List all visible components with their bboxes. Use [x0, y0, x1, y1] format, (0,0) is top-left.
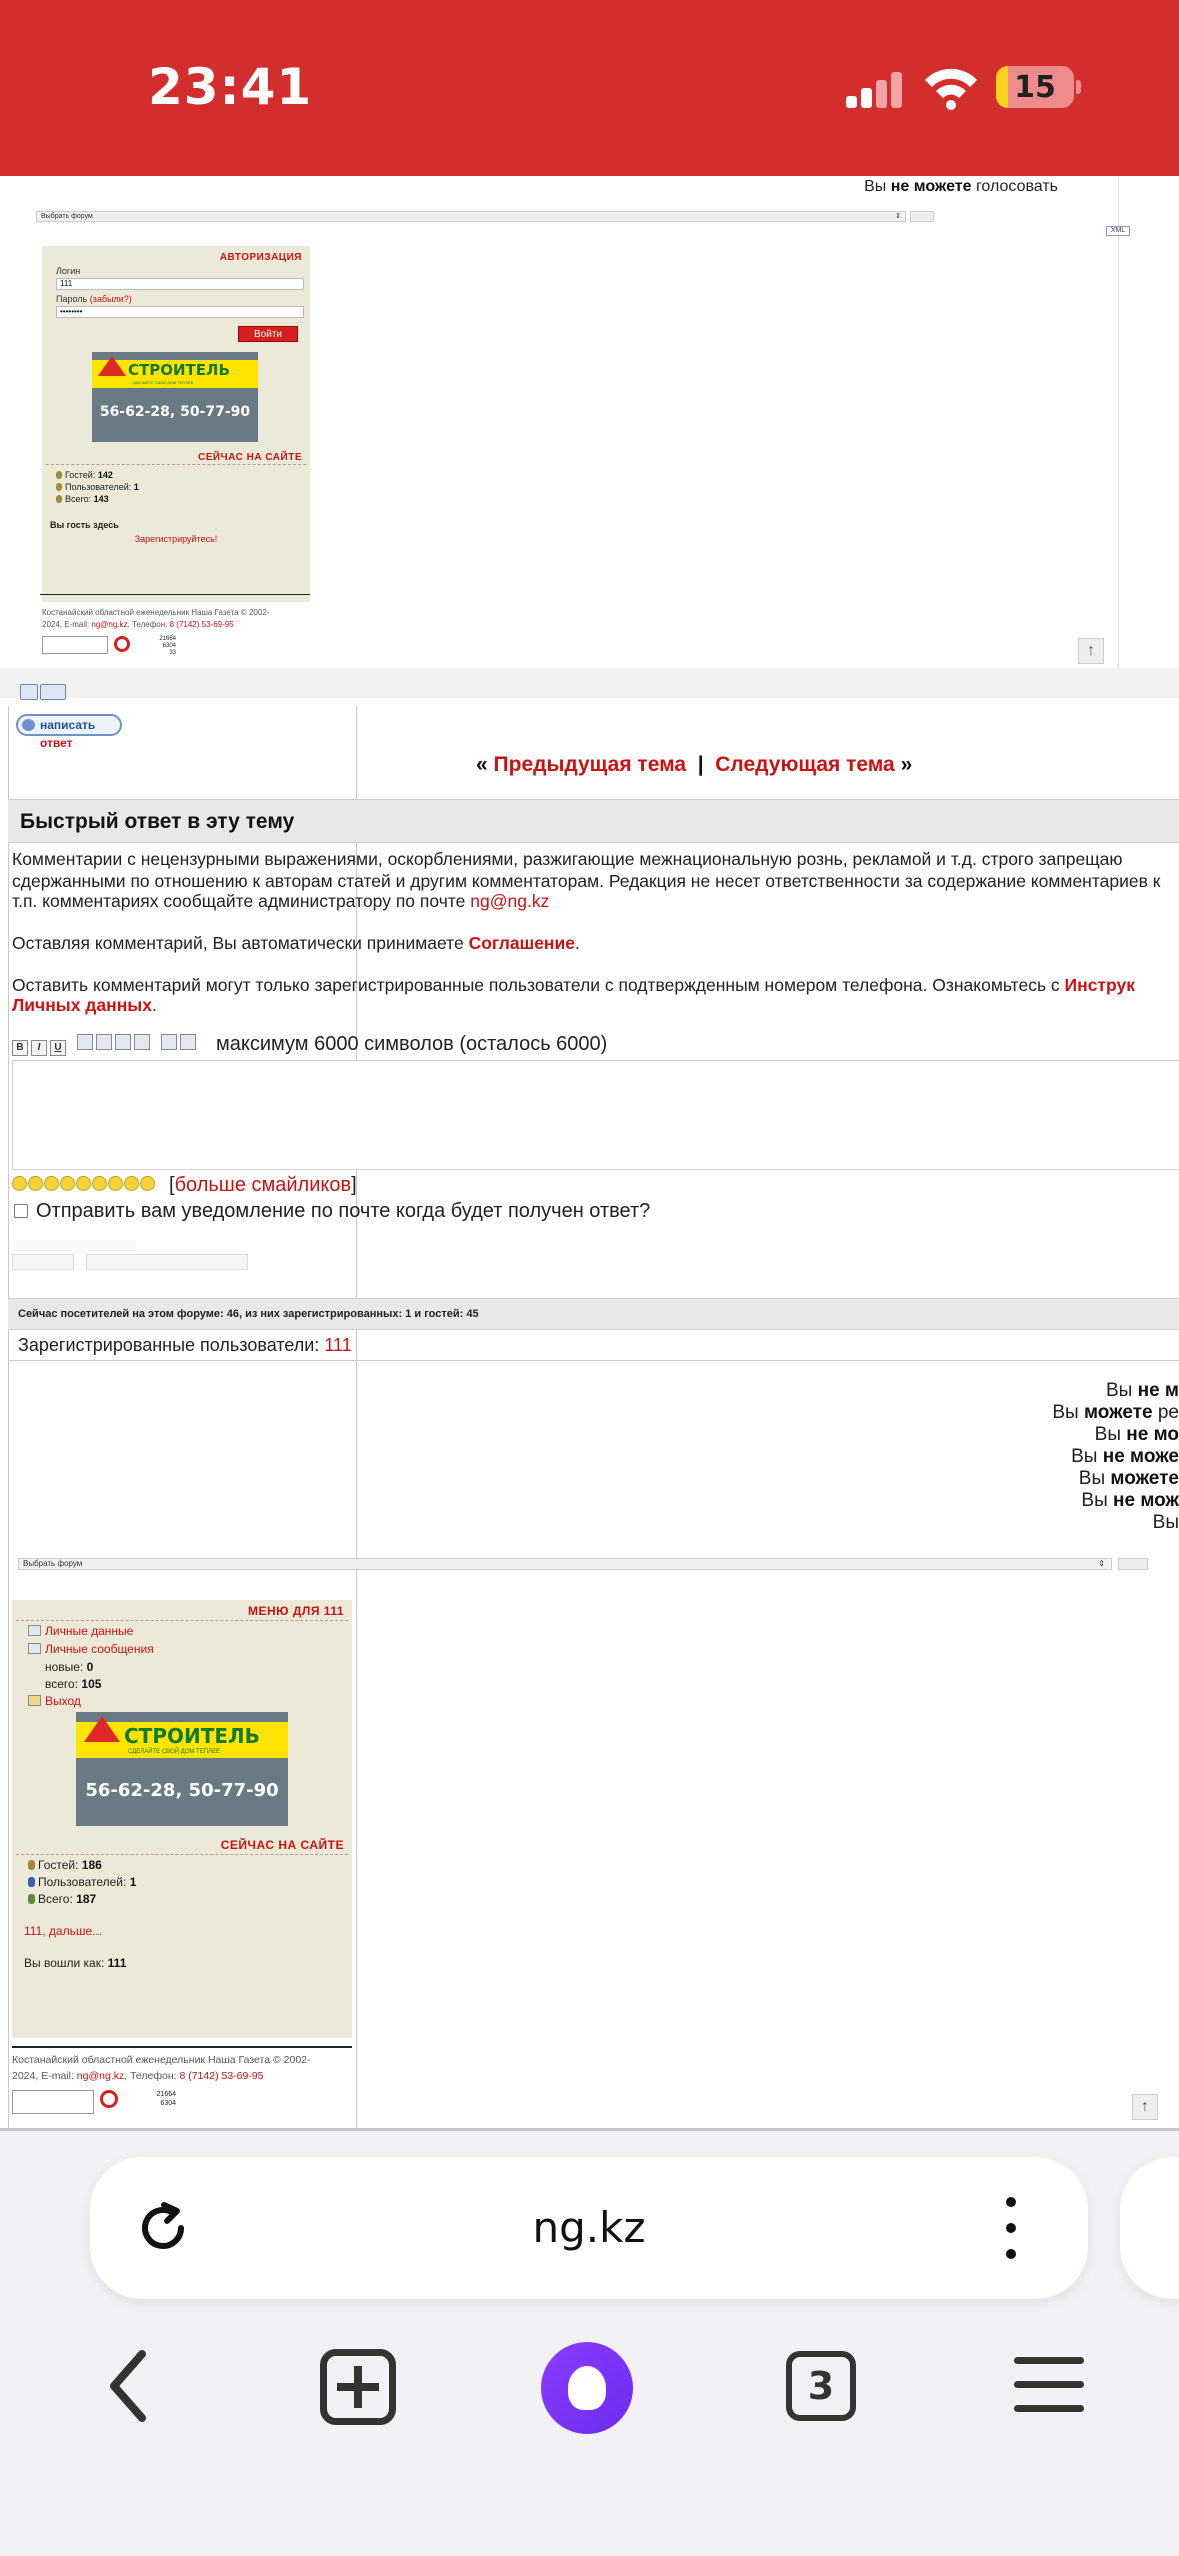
registration-note: Оставить комментарий могут только зарегистрированные пользователи с подтвержденным номером телефона. Ознакомьтесь с Инструк: [12, 975, 1135, 995]
neutral-icon[interactable]: [140, 1176, 155, 1191]
url-text[interactable]: ng.kz: [532, 2203, 646, 2252]
left-border: [8, 706, 9, 2131]
agreement-link[interactable]: Соглашение: [468, 933, 575, 953]
forum-go-button[interactable]: [1118, 1558, 1148, 1570]
hamburger-menu-icon[interactable]: [1014, 2357, 1084, 2413]
rules-line1: Комментарии с нецензурными выражениями, оскорблениями, разжигающие межнациональную рознь, рекламой и т.д. строго запрещаю: [12, 849, 1123, 869]
email-topic-icon[interactable]: [40, 684, 66, 700]
users-stat: Пользователей: 1: [28, 1875, 136, 1889]
notify-label: Отправить вам уведомление по почте когда будет получен ответ?: [36, 1200, 651, 1222]
footer-divider: [12, 2046, 352, 2048]
rules-line3: т.п. комментариях сообщайте администратору по почте ng@ng.kz: [12, 891, 550, 911]
personal-data-line: Личных данных.: [12, 995, 157, 1015]
admin-email-link[interactable]: ng@ng.kz: [470, 891, 550, 911]
banner-title: СТРОИТЕЛЬ: [124, 1724, 260, 1748]
save-icon[interactable]: [134, 1034, 150, 1050]
user-link-111[interactable]: 111: [324, 1335, 352, 1355]
sad-icon[interactable]: [28, 1176, 43, 1191]
registered-users: Зарегистрированные пользователи: 111: [18, 1335, 352, 1355]
personal-data-link[interactable]: Личных данных: [12, 995, 152, 1015]
private-messages-menu-item[interactable]: Личные сообщения: [28, 1642, 154, 1656]
tabs-counter-icon[interactable]: 3: [786, 2351, 856, 2421]
envelope-icon: [28, 1643, 41, 1654]
footer-line2: 2024, E-mail: ng@ng.kz, Телефон: 8 (7142) 53-69-95: [12, 2070, 264, 2082]
guests-stat: Гостей: 186: [28, 1858, 102, 1872]
register-link[interactable]: Зарегистрируйтесь!: [134, 534, 218, 544]
new-tab-plus-icon[interactable]: [320, 2349, 396, 2425]
user-sidebar: [12, 1600, 352, 2038]
more-vertical-icon[interactable]: [1004, 2197, 1018, 2261]
forum-select[interactable]: Выбрать форум ⇕: [36, 211, 906, 222]
permission-line: Вы не м: [1105, 1380, 1179, 1401]
footer-phone-link[interactable]: 8 (7142) 53-69-95: [179, 2070, 264, 2082]
guest-icon: [28, 1860, 35, 1870]
personal-data-menu-item[interactable]: Личные данные: [28, 1624, 133, 1638]
auth-heading: АВТОРИЗАЦИЯ: [219, 252, 302, 263]
chevron-updown-icon: ⇕: [1098, 1559, 1105, 1568]
web-page[interactable]: [0, 176, 1179, 2131]
banner-subtitle: СДЕЛАЙТЕ СВОЙ ДОМ ТЕПЛЕЕ: [128, 1749, 220, 1755]
online-heading: СЕЙЧАС НА САЙТЕ: [220, 1838, 344, 1852]
total-stat: Всего: 143: [56, 494, 109, 504]
online-summary: Сейчас посетителей на этом форуме: 46, из них зарегистрированных: 1 и гостей: 45: [18, 1308, 479, 1320]
counter-ring-icon[interactable]: [100, 2090, 118, 2108]
link-icon[interactable]: [77, 1034, 93, 1050]
quick-reply-header: [8, 799, 1179, 843]
logged-in-text: Вы вошли как: 111: [24, 1956, 127, 1970]
users-stat: Пользователей: 1: [56, 482, 139, 492]
builder-banner[interactable]: [92, 352, 258, 442]
topic-navigation: « Предыдущая тема | Следующая тема »: [476, 753, 913, 776]
guest-icon: [56, 471, 62, 479]
profile-icon: [28, 1625, 41, 1636]
share-icons: [20, 684, 68, 702]
surprised-icon[interactable]: [92, 1176, 107, 1191]
online-users-link[interactable]: 111, дальше...: [24, 1924, 103, 1938]
xml-feed-link[interactable]: XML: [1106, 226, 1130, 236]
house-roof-icon: [84, 1716, 120, 1742]
counter-ring-icon[interactable]: [114, 636, 130, 652]
print-icon[interactable]: [20, 684, 38, 700]
forgot-password-link[interactable]: (забыли?): [89, 294, 132, 304]
notify-option[interactable]: [14, 1200, 650, 1223]
login-button[interactable]: Войти: [238, 326, 298, 342]
angry-icon[interactable]: [60, 1176, 75, 1191]
quote-icon[interactable]: [161, 1034, 177, 1050]
embedded-frame[interactable]: [14, 176, 1126, 668]
preview-eye-icon[interactable]: [180, 1034, 196, 1050]
pencil-icon: [22, 719, 35, 731]
italic-button[interactable]: I: [31, 1040, 47, 1056]
new-messages-count: новые: 0: [45, 1660, 94, 1674]
column-divider: [356, 706, 357, 2131]
permission-line: Вы не може: [1071, 1446, 1179, 1467]
ghost-bar: [12, 1240, 136, 1252]
iframe-footer-line1: Костанайский областной еженедельник Наша Газета © 2002-: [42, 608, 270, 617]
login-input[interactable]: 111: [56, 278, 304, 290]
back-arrow-icon[interactable]: [100, 2346, 160, 2426]
guests-stat: Гостей: 142: [56, 470, 113, 480]
smile-icon[interactable]: [12, 1176, 27, 1191]
next-topic-link[interactable]: Следующая тема: [715, 753, 895, 776]
user-icon: [28, 1877, 35, 1887]
password-label: Пароль (забыли?): [56, 294, 132, 304]
total-stat: Всего: 187: [28, 1892, 96, 1906]
house-roof-icon: [98, 356, 126, 376]
footer-line1: Костанайский областной еженедельник Наша Газета © 2002-: [12, 2054, 311, 2066]
battery-tip: [1076, 80, 1081, 94]
permission-line: Вы можете ре: [1052, 1402, 1179, 1423]
login-label: Логин: [56, 266, 81, 276]
submit-button[interactable]: [12, 1254, 74, 1270]
agreement-text: Оставляя комментарий, Вы автоматически принимаете Соглашение.: [12, 933, 580, 953]
scroll-top-button[interactable]: ↑: [1078, 638, 1104, 664]
alice-assistant-icon[interactable]: [541, 2342, 633, 2434]
wifi-icon: [922, 64, 980, 110]
laugh-icon[interactable]: [124, 1176, 139, 1191]
logout-icon: [28, 1695, 41, 1706]
battery-icon: [996, 66, 1074, 108]
status-bar: [0, 0, 1179, 176]
chevron-updown-icon: ⇕: [895, 213, 901, 220]
total-messages-count: всего: 105: [45, 1677, 102, 1691]
footer-email-link[interactable]: ng@ng.kz: [76, 2070, 125, 2082]
banner-title: СТРОИТЕЛЬ: [128, 361, 230, 379]
vote-permission-text: Вы не можете голосовать: [864, 178, 1058, 195]
counter-badge[interactable]: [42, 636, 108, 654]
confused-icon[interactable]: [108, 1176, 123, 1191]
notify-checkbox[interactable]: [14, 1204, 28, 1218]
user-icon: [56, 483, 62, 491]
instruction-link[interactable]: Инструк: [1064, 975, 1135, 995]
guest-here-text: Вы гость здесь: [50, 520, 119, 530]
divider: [8, 1360, 1179, 1361]
permission-line: Вы не мож: [1081, 1490, 1179, 1511]
login-sidebar: [42, 246, 310, 602]
image-icon[interactable]: [115, 1034, 131, 1050]
permission-line: Вы: [1152, 1512, 1179, 1533]
builder-banner[interactable]: [76, 1712, 288, 1826]
banner-phone: 56-62-28, 50-77-90: [99, 404, 251, 420]
next-tab-pill[interactable]: [1120, 2157, 1179, 2299]
counter-badge[interactable]: [12, 2090, 94, 2114]
comment-textarea[interactable]: [12, 1060, 1179, 1170]
frame-bottom-strip: [0, 668, 1179, 698]
online-header: [8, 1298, 1179, 1330]
forum-go-button[interactable]: [910, 211, 934, 222]
email-icon[interactable]: [96, 1034, 112, 1050]
status-time: 23:41: [148, 58, 313, 116]
iframe-footer-line2: 2024, E-mail: ng@ng.kz. Телефон: 8 (7142) 53-69-95: [42, 620, 234, 629]
battery-percent: 15: [1014, 70, 1056, 105]
prev-topic-link[interactable]: Предыдущая тема: [493, 753, 687, 776]
char-limit-text: максимум 6000 символов (осталось 6000): [216, 1033, 608, 1055]
preview-button[interactable]: [86, 1254, 248, 1270]
forum-select[interactable]: Выбрать форум ⇕: [18, 1558, 1112, 1570]
cellular-signal-icon: [846, 70, 902, 108]
more-smileys-link[interactable]: больше смайликов: [174, 1174, 352, 1196]
online-heading: СЕЙЧАС НА САЙТЕ: [198, 452, 302, 463]
editor-toolbar: [12, 1034, 199, 1056]
counter-values: 21664 6304: [156, 2091, 176, 2107]
banner-phone: 56-62-28, 50-77-90: [85, 1780, 279, 1801]
quick-reply-title: Быстрый ответ в эту тему: [20, 810, 295, 833]
rules-line2: сдержанными по отношению к авторам статей и другим комментаторам. Редакция не несет ответственности за содержание комментариев к: [12, 871, 1161, 891]
grin-icon[interactable]: [44, 1176, 59, 1191]
browser-toolbar: [0, 2131, 1179, 2556]
permission-line: Вы можете: [1078, 1468, 1179, 1489]
scroll-top-button[interactable]: ↑: [1132, 2094, 1158, 2120]
smiley-row: [12, 1176, 156, 1198]
write-reply-button[interactable]: написать ответ: [16, 714, 122, 736]
address-bar[interactable]: [90, 2157, 1088, 2299]
logout-menu-item[interactable]: Выход: [28, 1694, 81, 1708]
cool-icon[interactable]: [76, 1176, 91, 1191]
total-icon: [56, 495, 62, 503]
user-menu-title: МЕНЮ ДЛЯ 111: [248, 1604, 344, 1618]
password-input[interactable]: ••••••••: [56, 306, 304, 318]
total-icon: [28, 1894, 35, 1904]
bold-button[interactable]: B: [12, 1040, 28, 1056]
underline-button[interactable]: U: [50, 1040, 66, 1056]
banner-subtitle: СДЕЛАЙТЕ СВОЙ ДОМ ТЕПЛЕЕ: [132, 380, 194, 385]
permission-line: Вы не мо: [1094, 1424, 1179, 1445]
counter-values: 21664 6304 33: [159, 636, 176, 656]
more-smileys: [больше смайликов]: [169, 1174, 357, 1196]
